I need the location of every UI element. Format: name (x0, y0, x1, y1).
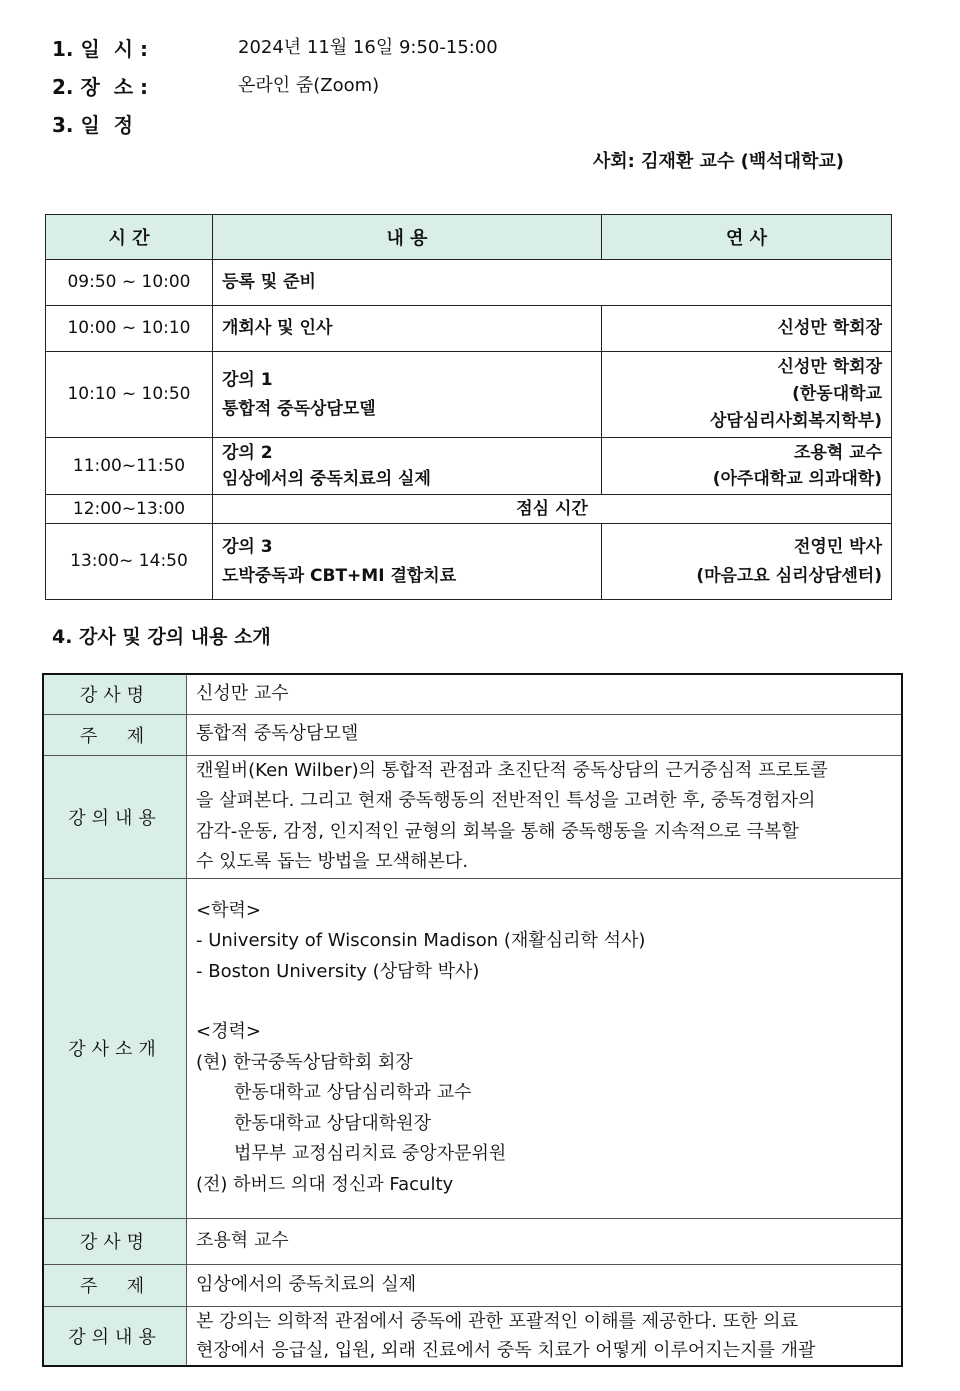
header-speaker: 연 사 (602, 215, 892, 260)
content-line: 강의 2 (222, 443, 273, 463)
schedule-label: 3. 일 정 (52, 113, 134, 137)
speaker-line: (마음고요 심리상담센터) (696, 565, 882, 586)
intro-row (43, 1264, 902, 1306)
content-line: 통합적 중독상담모델 (222, 398, 376, 419)
content-line: 캔윌버(Ken Wilber)의 통합적 관점과 초진단적 중독상담의 근거중심적 프로토콜 (196, 759, 828, 781)
label-name: 강사명 (43, 1218, 187, 1264)
speaker1-bio (187, 878, 903, 1218)
speaker-line: (아주대학교 의과대학) (712, 469, 882, 489)
schedule-speaker (602, 524, 892, 600)
section4-title: 4. 강사 및 강의 내용 소개 (52, 626, 271, 648)
content-line: 현장에서 응급실, 입원, 외래 진료에서 중독 치료가 어떻게 이루어지는지를 개괄 (196, 1339, 816, 1361)
intro-row (43, 878, 902, 1218)
content-line: 강의 3 (222, 536, 273, 557)
intro-row (43, 755, 902, 878)
career-past: (전) 하버드 의대 정신과 Faculty (196, 1173, 454, 1195)
content-line: 개회사 및 인사 (222, 318, 333, 338)
education-item: - University of Wisconsin Madison (재활심리학 석사) (196, 930, 646, 952)
career-current: (현) 한국중독상담학회 회장 (196, 1051, 413, 1073)
schedule-content (213, 438, 602, 495)
label-topic: 주 제 (43, 1264, 187, 1306)
host-text: 사회: 김재환 교수 (백석대학교) (592, 151, 844, 172)
education-item: - Boston University (상담학 박사) (196, 960, 480, 982)
label-name: 강사명 (43, 674, 187, 714)
schedule-time: 13:00~ 14:50 (46, 524, 213, 600)
speaker1-content (187, 755, 903, 878)
schedule-row (46, 352, 892, 438)
career-item: 법무부 교정심리치료 중앙자문위원 (234, 1143, 507, 1165)
speaker-line: (한동대학교 (792, 384, 882, 404)
content-line: 강의 1 (222, 369, 273, 390)
header-time: 시 간 (46, 215, 213, 260)
speaker-line: 조용혁 교수 (793, 443, 882, 463)
speaker2-content (187, 1306, 903, 1366)
schedule-content (213, 524, 602, 600)
label-topic: 주 제 (43, 714, 187, 755)
date-label: 1. 일 시 : (52, 37, 149, 61)
schedule-header-row (46, 215, 892, 260)
career-item: 한동대학교 상담심리학과 교수 (234, 1082, 472, 1104)
schedule-row (46, 524, 892, 600)
speaker-line: 신성만 학회장 (777, 357, 882, 377)
label-bio: 강사소개 (43, 878, 187, 1218)
speaker2-topic: 임상에서의 중독치료의 실제 (187, 1264, 903, 1306)
education-title: <학력> (196, 899, 261, 921)
speaker2-name: 조용혁 교수 (187, 1218, 903, 1264)
lunch-cell: 점심 시간 (213, 495, 892, 524)
schedule-content (213, 260, 892, 306)
intro-row (43, 1218, 902, 1264)
speaker-line: 상담심리사회복지학부) (710, 411, 882, 431)
schedule-row (46, 306, 892, 352)
intro-row (43, 674, 902, 714)
label-content: 강의내용 (43, 755, 187, 878)
content-line: 을 살펴본다. 그리고 현재 중독행동의 전반적인 특성을 고려한 후, 중독경험자의 (196, 790, 816, 811)
content-line: 감각-운동, 감정, 인지적인 균형의 회복을 통해 중독행동을 지속적으로 극복할 (196, 820, 799, 842)
intro-row (43, 1306, 902, 1366)
speaker-line: 전영민 박사 (793, 536, 882, 557)
label-content: 강의내용 (43, 1306, 187, 1366)
schedule-time: 12:00~13:00 (46, 495, 213, 524)
schedule-row (46, 495, 892, 524)
header-content: 내 용 (213, 215, 602, 260)
intro-row (43, 714, 902, 755)
place-value: 온라인 줌(Zoom) (238, 75, 380, 96)
spacer (196, 987, 892, 1017)
schedule-content (213, 352, 602, 438)
speaker-intro-table (42, 673, 903, 1367)
schedule-speaker (602, 438, 892, 495)
schedule-table (45, 214, 892, 600)
schedule-time: 11:00~11:50 (46, 438, 213, 495)
date-value: 2024년 11월 16일 9:50-15:00 (238, 37, 498, 58)
content-line: 수 있도록 돕는 방법을 모색해본다. (196, 851, 469, 872)
content-line: 등록 및 준비 (222, 272, 316, 292)
career-item: 한동대학교 상담대학원장 (234, 1112, 431, 1134)
schedule-row (46, 260, 892, 306)
schedule-time: 09:50 ~ 10:00 (46, 260, 213, 306)
schedule-speaker (602, 306, 892, 352)
speaker1-name: 신성만 교수 (187, 674, 903, 714)
place-label: 2. 장 소 : (52, 75, 149, 99)
schedule-content (213, 306, 602, 352)
schedule-speaker (602, 352, 892, 438)
career-title: <경력> (196, 1021, 261, 1043)
content-line: 도박중독과 CBT+MI 결합치료 (222, 565, 457, 586)
schedule-time: 10:10 ~ 10:50 (46, 352, 213, 438)
schedule-time: 10:00 ~ 10:10 (46, 306, 213, 352)
speaker-line: 신성만 학회장 (777, 318, 882, 338)
speaker1-topic: 통합적 중독상담모델 (187, 714, 903, 755)
content-line: 임상에서의 중독치료의 실제 (222, 469, 431, 489)
content-line: 본 강의는 의학적 관점에서 중독에 관한 포괄적인 이해를 제공한다. 또한 의료 (196, 1310, 798, 1332)
schedule-row (46, 438, 892, 495)
